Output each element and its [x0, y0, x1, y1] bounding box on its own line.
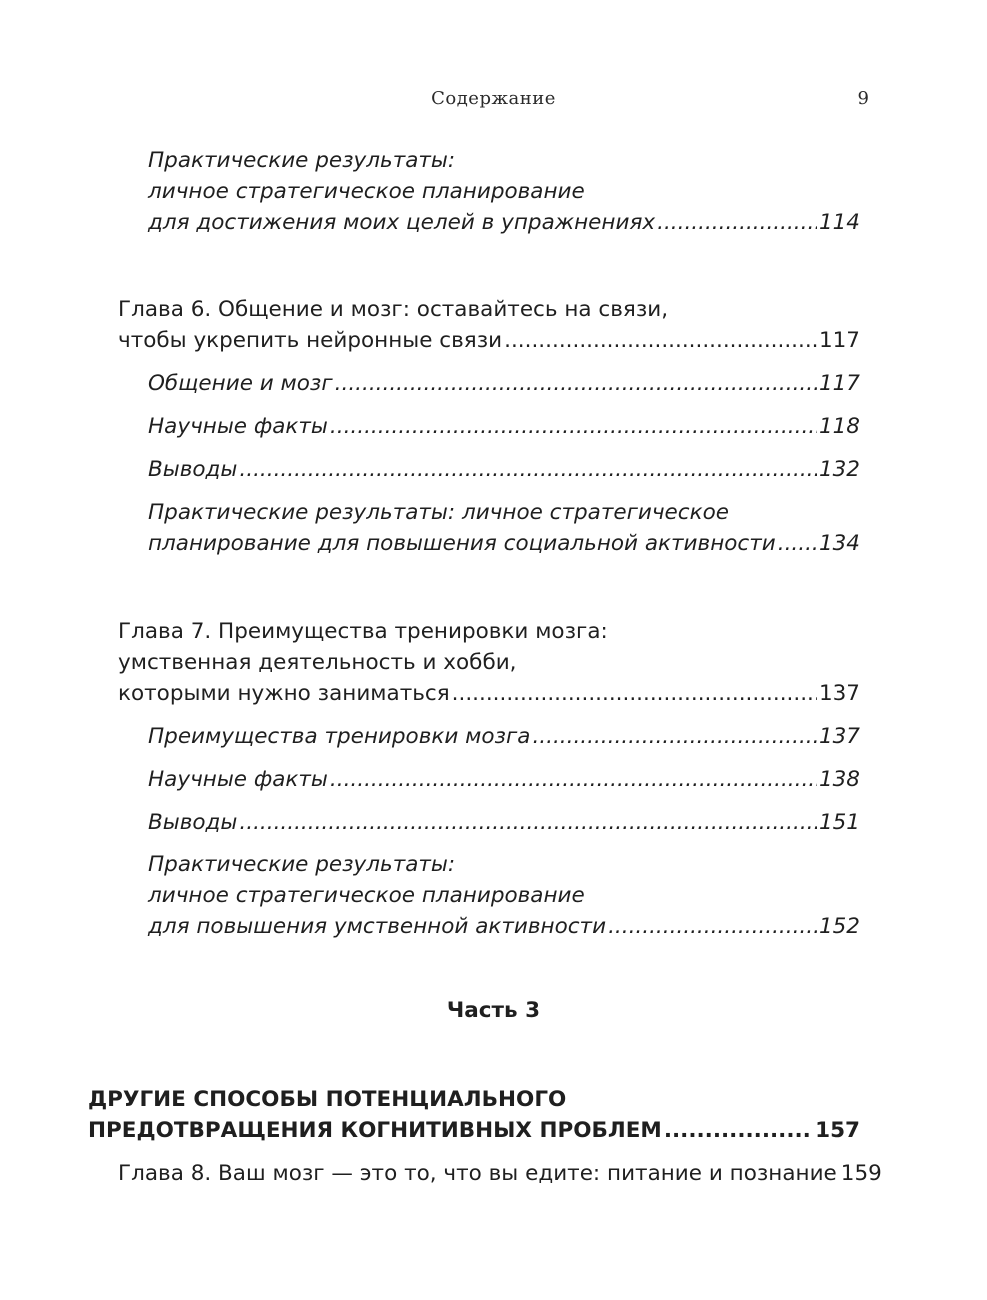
toc-entry-conclusions[interactable] [148, 807, 860, 839]
toc-entry-text: Научные факты [148, 414, 328, 439]
toc-entry-text: для достижения моих целей в упражнениях [148, 210, 656, 235]
toc-entry-text: Общение и мозг [148, 371, 333, 396]
dot-leader [330, 764, 817, 796]
toc-page-number: 159 [840, 1161, 882, 1186]
toc-entry-scientific-facts[interactable] [148, 764, 860, 796]
toc-entry-line: личное стратегическое планирование [148, 883, 585, 908]
toc-entry-text: Выводы [148, 810, 238, 835]
dot-leader [239, 454, 817, 486]
toc-entry-practical-social[interactable] [148, 528, 860, 560]
dot-leader [330, 411, 817, 443]
dot-leader [504, 325, 817, 357]
toc-page-number: 117 [818, 371, 860, 396]
toc-page-number: 137 [818, 681, 860, 706]
toc-chapter-7[interactable] [118, 678, 860, 710]
dot-leader [664, 1115, 813, 1147]
toc-page-number: 151 [818, 810, 860, 835]
toc-entry-text: Преимущества тренировки мозга [148, 724, 531, 749]
toc-entry-text: планирование для повышения социальной активности [148, 531, 776, 556]
dot-leader [239, 807, 817, 839]
toc-chapter-line: умственная деятельность и хобби, [118, 650, 517, 675]
toc-entry-line: Практические результаты: [148, 852, 456, 877]
toc-entry-line: Практические результаты: личное стратегическое [148, 500, 729, 525]
part-heading: Часть 3 [446, 998, 541, 1023]
toc-chapter-line: Глава 6. Общение и мозг: оставайтесь на связи, [118, 297, 669, 322]
toc-page-number: 137 [818, 724, 860, 749]
toc-entry-practical-goals[interactable] [148, 207, 860, 239]
running-head [0, 88, 987, 114]
running-head-title: Содержание [431, 88, 556, 109]
toc-entry-text: для повышения умственной активности [148, 914, 607, 939]
page-number: 9 [857, 88, 869, 109]
toc-page-number: 138 [818, 767, 860, 792]
dot-leader [335, 368, 817, 400]
toc-entry-line: Практические результаты: [148, 148, 456, 173]
toc-chapter-line: Глава 7. Преимущества тренировки мозга: [118, 619, 608, 644]
toc-entry-practical-mental[interactable] [148, 911, 860, 943]
toc-entry-communication-brain[interactable] [148, 368, 860, 400]
toc-page-number: 157 [815, 1118, 860, 1143]
toc-chapter-8[interactable] [118, 1158, 882, 1190]
toc-chapter-text: чтобы укрепить нейронные связи [118, 328, 503, 353]
toc-entry-text: Выводы [148, 457, 238, 482]
toc-entry-brain-training[interactable] [148, 721, 860, 753]
toc-page-number: 114 [818, 210, 860, 235]
toc-entry-scientific-facts[interactable] [148, 411, 860, 443]
toc-entry-text: Научные факты [148, 767, 328, 792]
toc-chapter-6[interactable] [118, 325, 860, 357]
dot-leader [657, 207, 817, 239]
toc-chapter-text: Глава 8. Ваш мозг — это то, что вы едите: питание и познание [118, 1161, 837, 1186]
dot-leader [452, 678, 817, 710]
dot-leader [532, 721, 817, 753]
toc-page-number: 118 [818, 414, 860, 439]
toc-part-line: ДРУГИЕ СПОСОБЫ ПОТЕНЦИАЛЬНОГО [88, 1087, 567, 1112]
toc-entry-conclusions[interactable] [148, 454, 860, 486]
toc-page-number: 117 [818, 328, 860, 353]
toc-part-text: ПРЕДОТВРАЩЕНИЯ КОГНИТИВНЫХ ПРОБЛЕМ [88, 1118, 662, 1143]
dot-leader [778, 528, 817, 560]
toc-part-3[interactable] [88, 1115, 860, 1147]
toc-page-number: 152 [818, 914, 860, 939]
toc-page-number: 132 [818, 457, 860, 482]
dot-leader [608, 911, 817, 943]
toc-page-number: 134 [818, 531, 860, 556]
toc-chapter-text: которыми нужно заниматься [118, 681, 450, 706]
toc-entry-line: личное стратегическое планирование [148, 179, 585, 204]
